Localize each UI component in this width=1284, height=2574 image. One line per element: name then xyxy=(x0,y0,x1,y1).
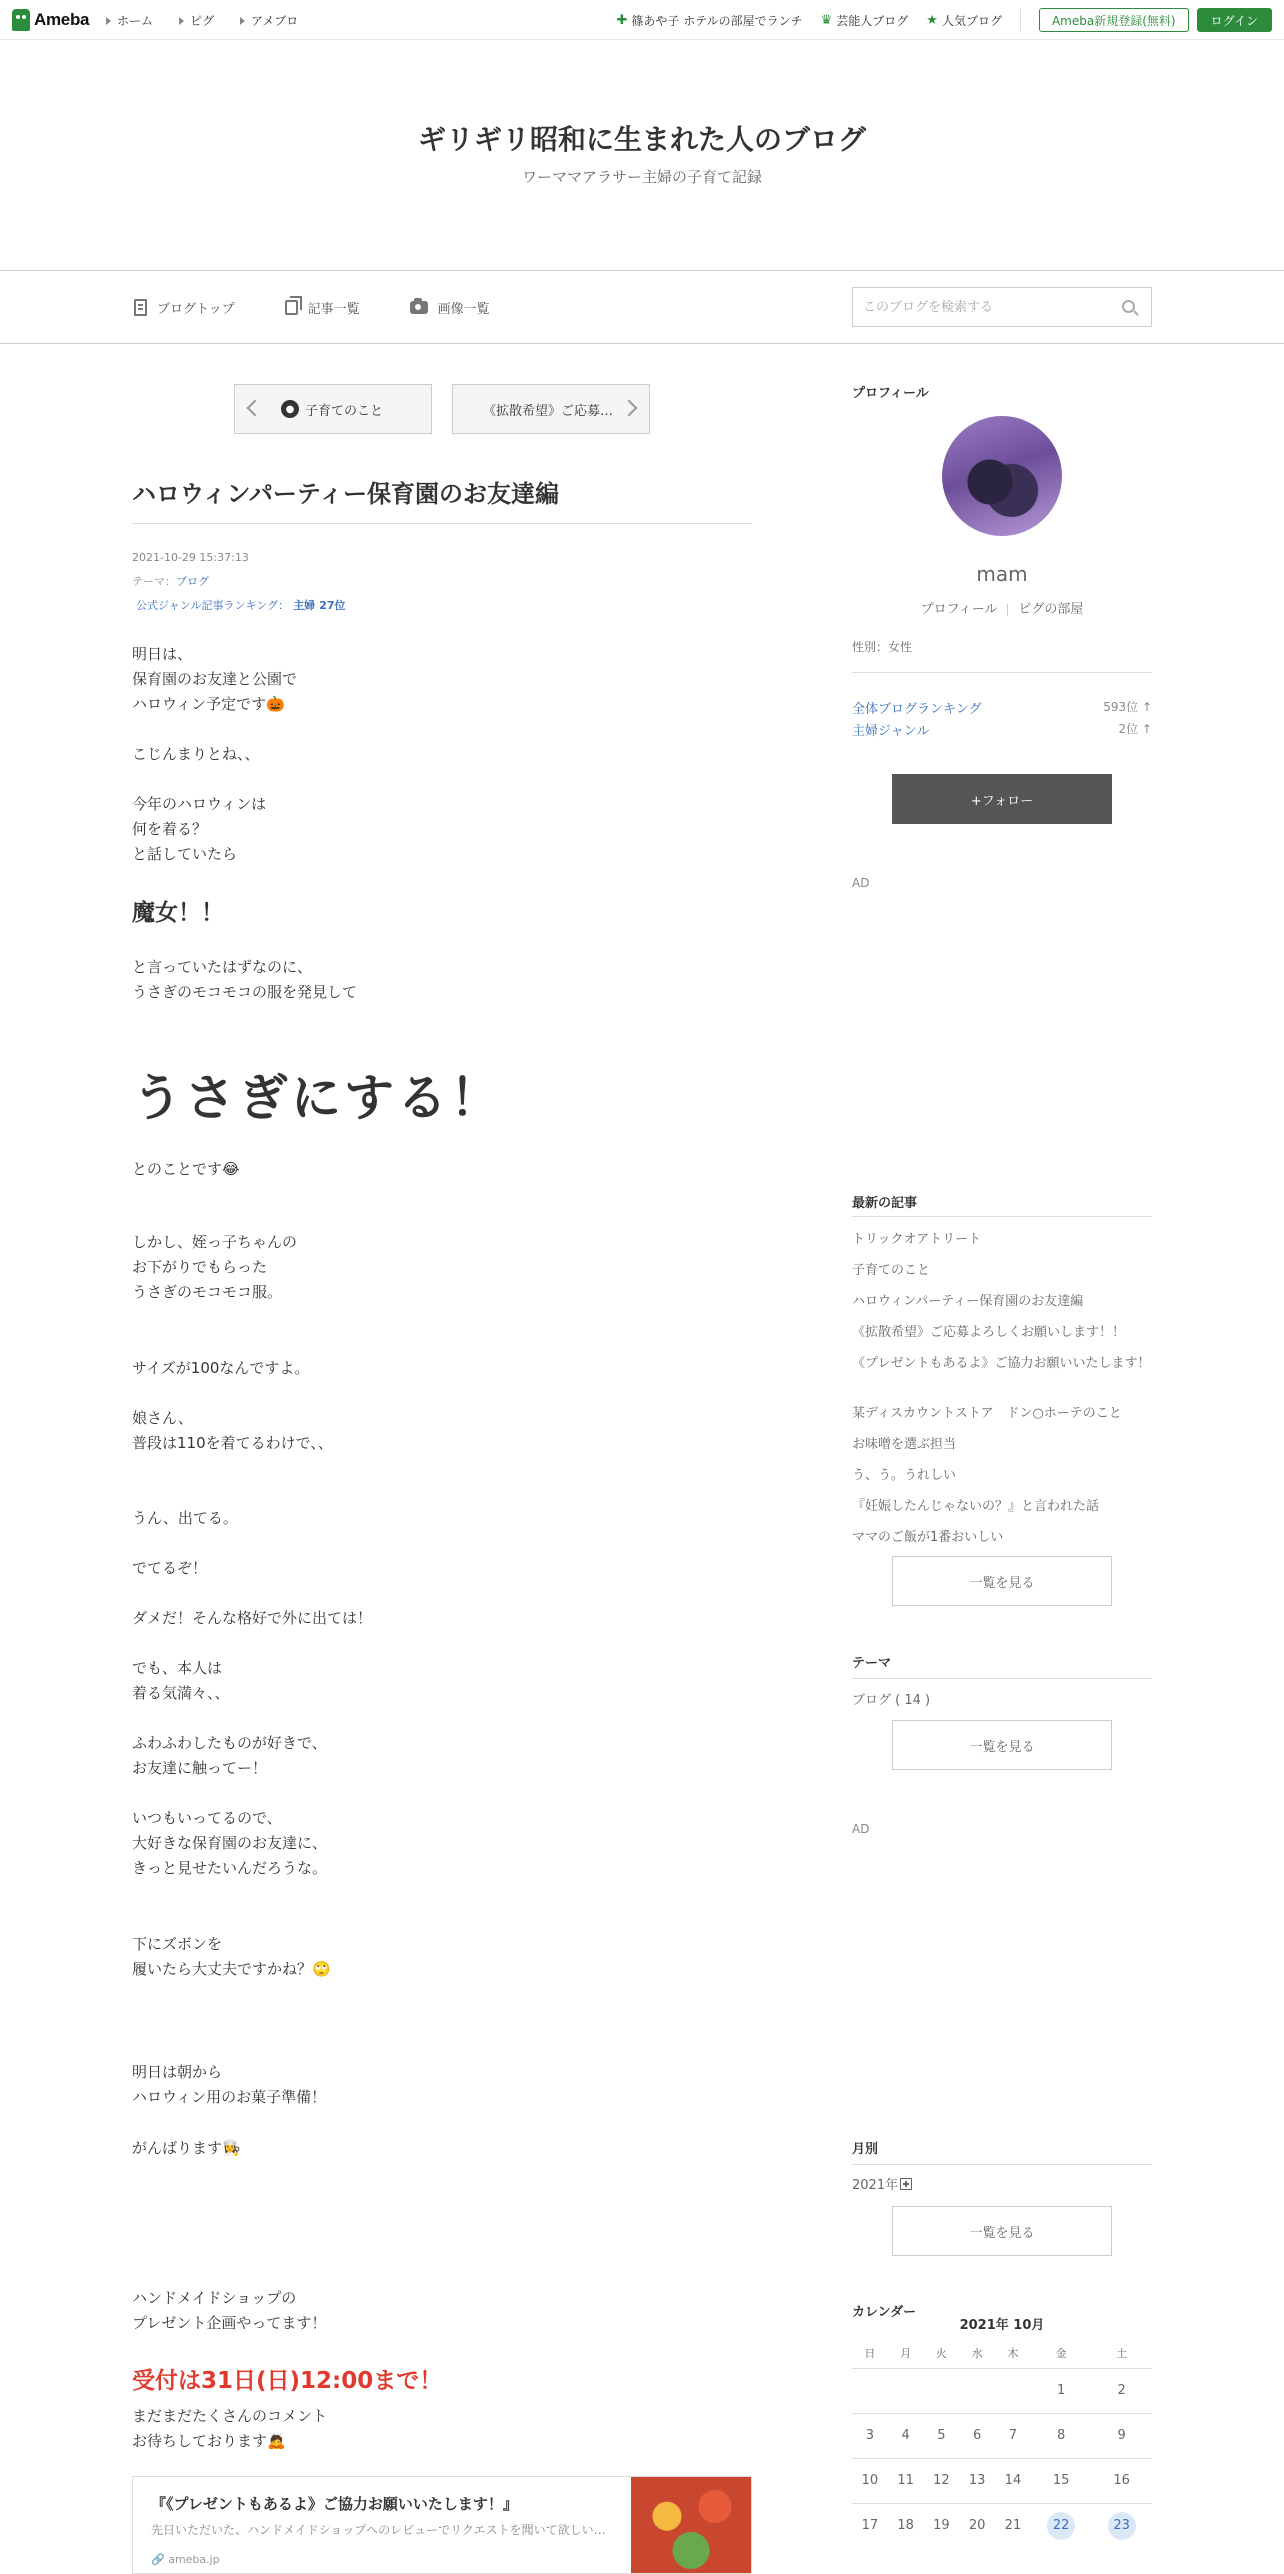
entry-ranking[interactable]: 公式ジャンル記事ランキング： 主婦 27位 xyxy=(136,599,346,612)
entry-paragraph: ハンドメイドショップの プレゼント企画やってます！ xyxy=(132,2289,327,2332)
entry-paragraph: いつもいってるので、 大好きな保育園のお友達に、 きっと見せたいんだろうな。 xyxy=(132,1809,328,1877)
chat-badge-icon: ● xyxy=(281,400,299,418)
entry-paragraph: でも、本人は 着る気満々、、 xyxy=(132,1659,230,1702)
triangle-right-icon xyxy=(179,17,184,25)
triangle-right-icon xyxy=(106,17,111,25)
menu-entry-list[interactable]: 記事一覧 xyxy=(285,298,360,317)
avatar[interactable] xyxy=(942,416,1062,536)
ad-label: AD xyxy=(852,1822,870,1836)
entry-heading: 魔女！！ xyxy=(132,900,224,926)
recent-item[interactable]: トリックオアトリート xyxy=(852,1232,982,1247)
calendar-day[interactable]: 21 xyxy=(995,2503,1031,2548)
calendar-day xyxy=(959,2368,995,2413)
link-card-thumbnail xyxy=(631,2477,751,2574)
copy-icon xyxy=(285,300,298,315)
camera-icon xyxy=(410,301,428,314)
calendar-weekday: 木 xyxy=(1007,2346,1019,2360)
pick-popular-blogs[interactable]: ★ 人気ブログ xyxy=(926,12,1002,28)
calendar-weekday: 水 xyxy=(971,2346,983,2360)
entry-paragraph: サイズが100なんですよ。 xyxy=(132,1359,310,1377)
calendar-weekday: 土 xyxy=(1116,2346,1128,2360)
link-card-description: 先日いただいた、ハンドメイドショップへのレビューでリクエストを聞いて欲しい… xyxy=(151,2523,606,2537)
divider xyxy=(852,672,1152,673)
pick-featured-entry[interactable]: ✚ 篠あや子 ホテルの部屋でランチ xyxy=(616,12,803,28)
ameba-mascot-icon xyxy=(12,9,30,31)
pick-celebrity-blogs[interactable]: ♛ 芸能人ブログ xyxy=(820,12,909,28)
calendar-weekday: 日 xyxy=(864,2346,876,2360)
pin-icon: ✚ xyxy=(616,12,628,28)
recent-item[interactable]: お味噌を選ぶ担当 xyxy=(852,1437,957,1452)
chevron-left-icon xyxy=(247,400,264,417)
calendar-weekday: 金 xyxy=(1055,2346,1067,2360)
entry-paragraph: 明日は、 保育園のお友達と公園で ハロウィン予定です🎃 xyxy=(132,645,298,713)
profile-name[interactable]: mam xyxy=(976,562,1028,586)
divider xyxy=(1020,9,1021,31)
search-input[interactable] xyxy=(853,288,1103,326)
profile-gender: 性別：女性 xyxy=(852,640,913,654)
entry-meta xyxy=(132,546,346,618)
entry-theme: テーマ：ブログ xyxy=(132,575,209,588)
calendar-day xyxy=(995,2368,1031,2413)
entry-paragraph: 娘さん、 普段は110を着てるわけで、、 xyxy=(132,1409,333,1452)
recent-item[interactable]: 子育てのこと xyxy=(852,1263,931,1278)
calendar-weekday: 火 xyxy=(935,2346,947,2360)
entry-paragraph: 明日は朝から ハロウィン用のお菓子準備！ xyxy=(132,2063,327,2106)
calendar-day[interactable]: 14 xyxy=(995,2458,1031,2503)
menu-blog-top[interactable]: ブログトップ xyxy=(134,298,235,317)
global-nav xyxy=(0,0,1284,40)
calendar-day[interactable]: 8 xyxy=(1031,2413,1092,2458)
calendar-day[interactable]: 15 xyxy=(1031,2458,1092,2503)
entry-paragraph: まだまだたくさんのコメント お待ちしております🙇 xyxy=(132,2407,328,2450)
entry-title[interactable]: ハロウィンパーティー保育園のお友達編 xyxy=(132,474,752,524)
recent-item[interactable]: う、う。うれしい xyxy=(852,1468,957,1483)
calendar-day[interactable]: 6 xyxy=(959,2413,995,2458)
ameba-logo[interactable] xyxy=(12,8,89,32)
calendar-day[interactable]: 12 xyxy=(924,2458,960,2503)
calendar-day[interactable]: 3 xyxy=(852,2413,888,2458)
global-right xyxy=(617,8,1273,32)
entry-pager xyxy=(234,384,650,434)
login-button[interactable]: ログイン xyxy=(1197,8,1272,32)
calendar-day[interactable]: 23 xyxy=(1091,2503,1152,2548)
calendar-table xyxy=(852,2338,1152,2548)
archive-year[interactable]: 2021年 xyxy=(852,2174,912,2193)
entry-paragraph: 下にズボンを 履いたら大丈夫ですかね？🙄 xyxy=(132,1932,331,1982)
nav-link-home[interactable]: ホーム xyxy=(106,12,153,29)
blog-description: ワーママアラサー主婦の子育て記録 xyxy=(521,168,762,186)
entry-paragraph: 今年のハロウィンは 何を着る？ と話していたら xyxy=(132,795,267,863)
recent-heading: 最新の記事 xyxy=(852,1196,918,1211)
crown-icon: ♛ xyxy=(820,12,833,28)
calendar-day[interactable]: 20 xyxy=(959,2503,995,2548)
prev-entry-button[interactable]: ● 子育てのこと xyxy=(234,384,432,434)
ad-label: AD xyxy=(852,876,870,890)
face-emoji-icon: 🙄 xyxy=(312,1960,331,1978)
theme-item[interactable]: ブログ ( 14 ) xyxy=(852,1693,931,1708)
calendar-day[interactable]: 9 xyxy=(1091,2413,1152,2458)
divider xyxy=(852,1678,1152,1679)
entry-paragraph: しかし、姪っ子ちゃんの お下がりでもらった うさぎのモコモコ服。 xyxy=(132,1233,298,1301)
next-entry-button[interactable]: 《拡散希望》ご応募… xyxy=(452,384,650,434)
calendar-day[interactable]: 22 xyxy=(1031,2503,1092,2548)
blog-menu xyxy=(0,270,1284,344)
ranking-genre[interactable]: 主婦ジャンル 2位 ↑ xyxy=(852,722,1152,739)
entry-paragraph: うん、出てる。 xyxy=(132,1509,238,1527)
recent-item[interactable]: 《拡散希望》ご応募よろしくお願いします！！ xyxy=(852,1325,1126,1340)
calendar-day[interactable]: 2 xyxy=(1091,2368,1152,2413)
ameba-wordmark: Ameba xyxy=(34,10,90,29)
entry-paragraph: と言っていたはずなのに、 うさぎのモコモコの服を発見して xyxy=(132,958,358,1001)
register-button[interactable]: Ameba新規登録(無料) xyxy=(1039,8,1189,32)
recent-list xyxy=(852,1224,1152,1553)
calendar-weekday: 月 xyxy=(900,2346,912,2360)
recent-item[interactable]: ハロウィンパーティー保育園のお友達編 xyxy=(852,1294,1084,1309)
calendar-day[interactable]: 18 xyxy=(888,2503,924,2548)
entry-paragraph: がんばります👩‍🍳 xyxy=(132,2139,241,2157)
recent-item[interactable]: 『妊娠したんじゃないの？』と言われた話 xyxy=(852,1499,1100,1514)
global-links xyxy=(106,12,298,29)
calendar-day[interactable]: 16 xyxy=(1091,2458,1152,2503)
theme-heading: テーマ xyxy=(852,1656,892,1671)
profile-link[interactable]: プロフィール xyxy=(920,602,998,617)
chevron-right-icon xyxy=(621,400,638,417)
entry-datetime: 2021-10-29 15:37:13 xyxy=(132,551,249,564)
divider xyxy=(852,2164,1152,2165)
blog-title[interactable]: ギリギリ昭和に生まれた人のブログ xyxy=(417,123,866,156)
entry-paragraph: ふわふわしたものが好きで、 お友達に触ってー！ xyxy=(132,1734,327,1777)
link-card-title: 『《プレゼントもあるよ》ご協力お願いいたします！』 xyxy=(151,2495,518,2513)
recent-item[interactable]: 《プレゼントもあるよ》ご協力お願いいたします！ xyxy=(852,1356,1151,1371)
recent-item[interactable]: ママのご飯が1番おいしい xyxy=(852,1530,1004,1545)
link-card[interactable] xyxy=(132,2476,752,2574)
calendar-day[interactable]: 19 xyxy=(924,2503,960,2548)
blog-header xyxy=(0,40,1284,270)
theme-link[interactable]: ブログ xyxy=(176,575,209,588)
profile-links xyxy=(852,598,1152,617)
see-all-recent-button[interactable]: 一覧を見る xyxy=(892,1556,1112,1606)
link-card-source: 🔗 ameba.jp xyxy=(151,2553,220,2566)
calendar-day[interactable]: 10 xyxy=(852,2458,888,2503)
calendar-day[interactable]: 13 xyxy=(959,2458,995,2503)
calendar-day xyxy=(888,2368,924,2413)
calendar xyxy=(852,2314,1152,2548)
expand-plus-icon[interactable] xyxy=(900,2178,912,2190)
search-icon[interactable] xyxy=(1122,300,1135,313)
entry-paragraph: でてるぞ！ xyxy=(132,1559,208,1577)
star-icon: ★ xyxy=(926,12,938,28)
entry-paragraph: こじんまりとね、、 xyxy=(132,745,260,763)
divider xyxy=(852,1216,1152,1217)
entry-big-heading: うさぎにする！ xyxy=(132,1069,503,1127)
see-all-monthly-button[interactable]: 一覧を見る xyxy=(892,2206,1112,2256)
see-all-themes-button[interactable]: 一覧を見る xyxy=(892,1720,1112,1770)
divider xyxy=(1007,604,1008,616)
calendar-heading: カレンダー xyxy=(852,2305,917,2320)
calendar-day[interactable]: 5 xyxy=(924,2413,960,2458)
calendar-day[interactable]: 4 xyxy=(888,2413,924,2458)
entry-paragraph: ダメだ！そんな格好で外に出ては！ xyxy=(132,1609,373,1627)
calendar-day xyxy=(924,2368,960,2413)
entry-emphasis-heading: 受付は31日(日)12:00まで！ xyxy=(132,2368,443,2394)
calendar-day[interactable]: 11 xyxy=(888,2458,924,2503)
pig-room-link[interactable]: ピグの部屋 xyxy=(1018,602,1084,617)
profile-heading: プロフィール xyxy=(852,386,929,401)
monthly-heading: 月別 xyxy=(852,2142,879,2157)
calendar-day xyxy=(852,2368,888,2413)
follow-button[interactable]: +フォロー xyxy=(892,774,1112,824)
blog-search xyxy=(852,287,1152,327)
nav-link-ameblo[interactable]: アメブロ xyxy=(240,12,298,29)
calendar-day[interactable]: 1 xyxy=(1031,2368,1092,2413)
calendar-caption: 2021年 10月 xyxy=(959,2318,1045,2333)
document-icon xyxy=(134,299,147,316)
triangle-right-icon xyxy=(240,17,245,25)
entry-paragraph: とのことです😂 xyxy=(132,1160,240,1178)
recent-item[interactable]: 某ディスカウントストア ドン○ホーテのこと xyxy=(852,1406,1122,1421)
ranking-overall[interactable]: 全体ブログランキング 593位 ↑ xyxy=(852,700,1152,717)
menu-image-list[interactable]: 画像一覧 xyxy=(410,298,490,317)
calendar-day[interactable]: 7 xyxy=(995,2413,1031,2458)
nav-link-pigg[interactable]: ピグ xyxy=(179,12,214,29)
calendar-day[interactable]: 17 xyxy=(852,2503,888,2548)
